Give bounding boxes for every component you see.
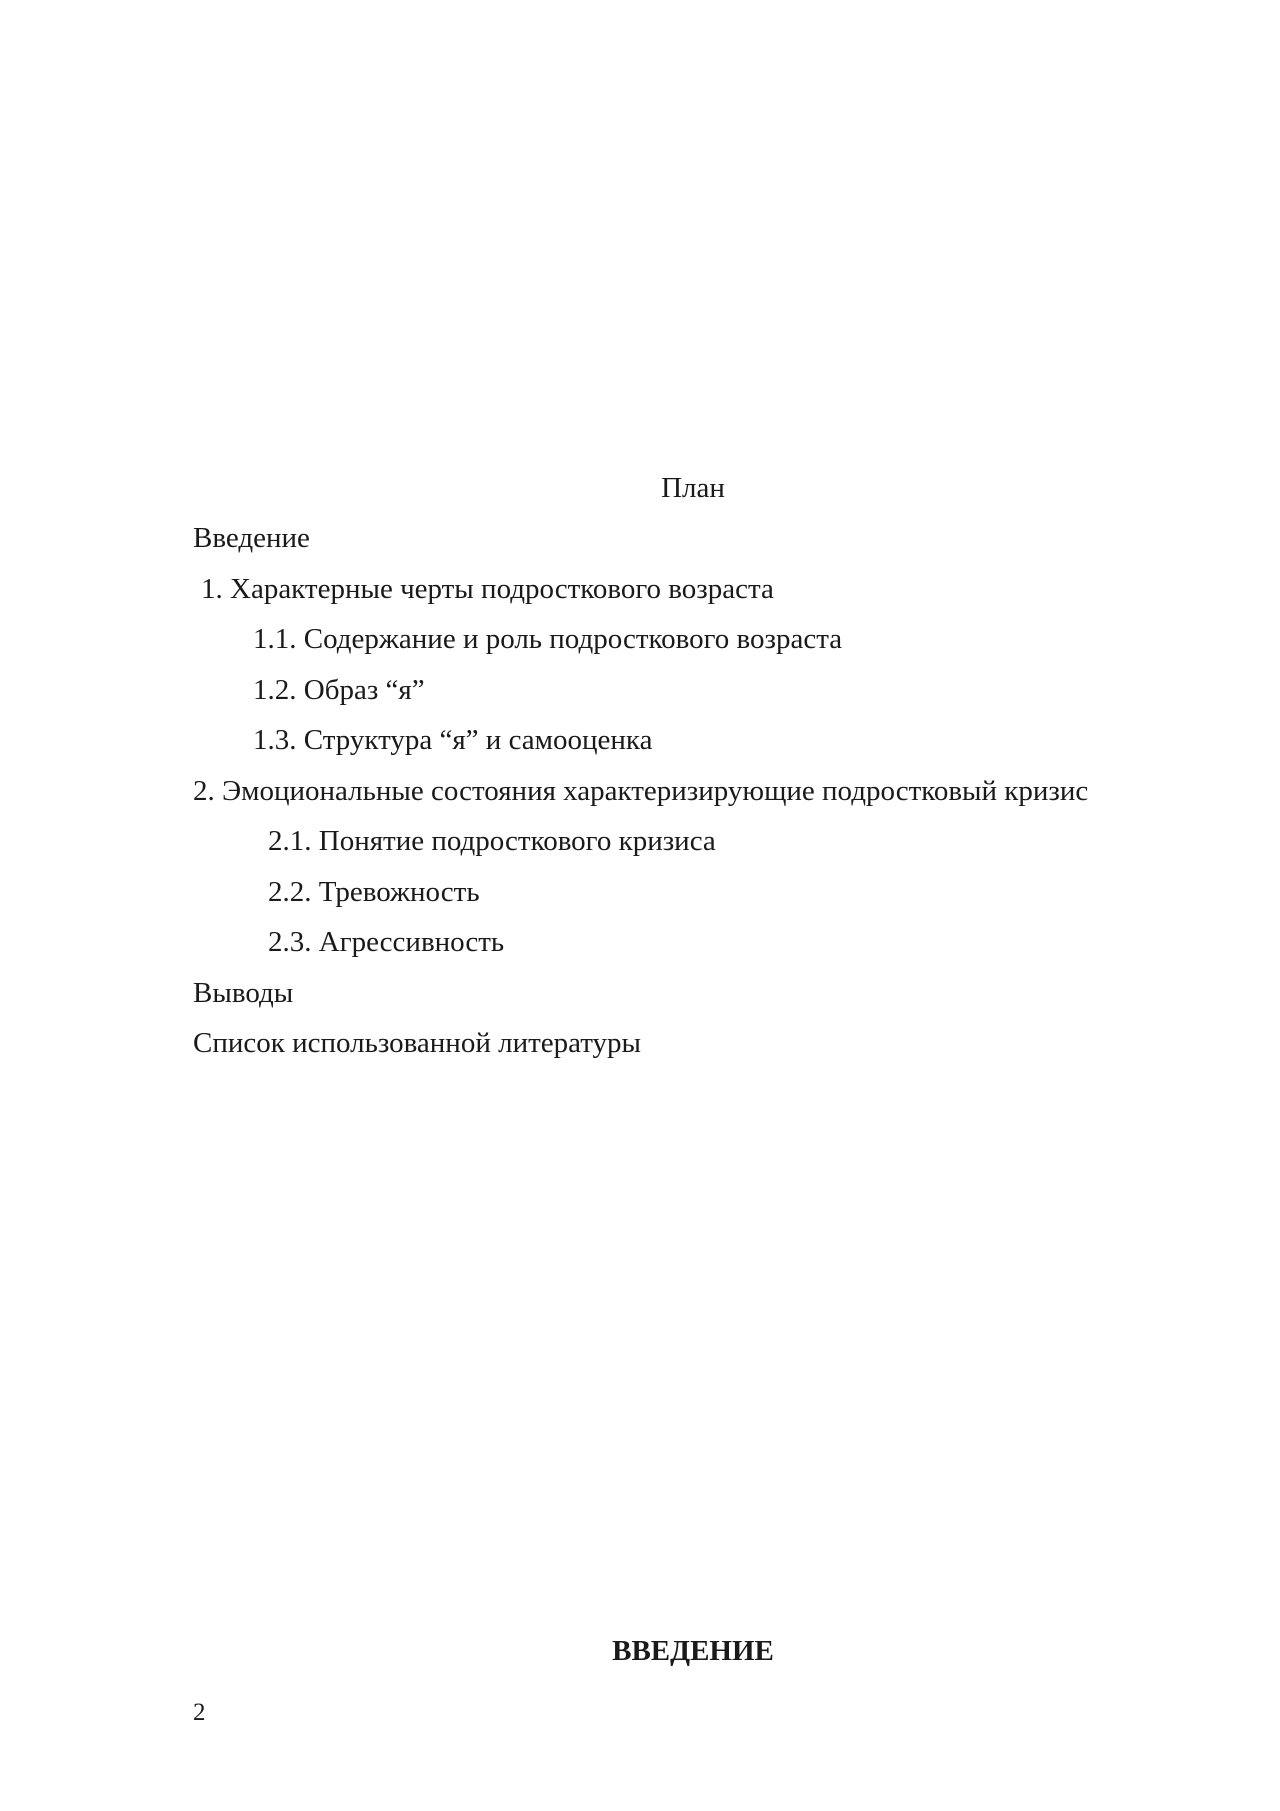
toc-item-section-2-1: 2.1. Понятие подросткового кризиса — [268, 825, 716, 857]
table-of-contents — [193, 520, 1088, 1076]
toc-item-bibliography: Список использованной литературы — [193, 1027, 642, 1059]
toc-item-section-2-3: 2.3. Агрессивность — [268, 926, 505, 958]
page-number: 2 — [193, 1699, 206, 1726]
toc-item-chapter-1: 1. Характерные черты подросткового возраста — [201, 572, 774, 605]
toc-item-section-1-2: 1.2. Образ “я” — [253, 673, 425, 706]
plan-title: План — [661, 472, 725, 504]
toc-item-chapter-2: 2. Эмоциональные состояния характеризирующие подростковый кризис — [193, 774, 1089, 807]
toc-item-section-1-3: 1.3. Структура “я” и самооценка — [253, 724, 653, 756]
toc-item-section-1-1: 1.1. Содержание и роль подросткового возраста — [253, 623, 843, 655]
toc-item-conclusions: Выводы — [193, 976, 294, 1009]
introduction-heading: ВВЕДЕНИЕ — [612, 1635, 774, 1667]
toc-item-section-2-2: 2.2. Тревожность — [268, 875, 480, 908]
toc-item-introduction: Введение — [193, 522, 310, 554]
